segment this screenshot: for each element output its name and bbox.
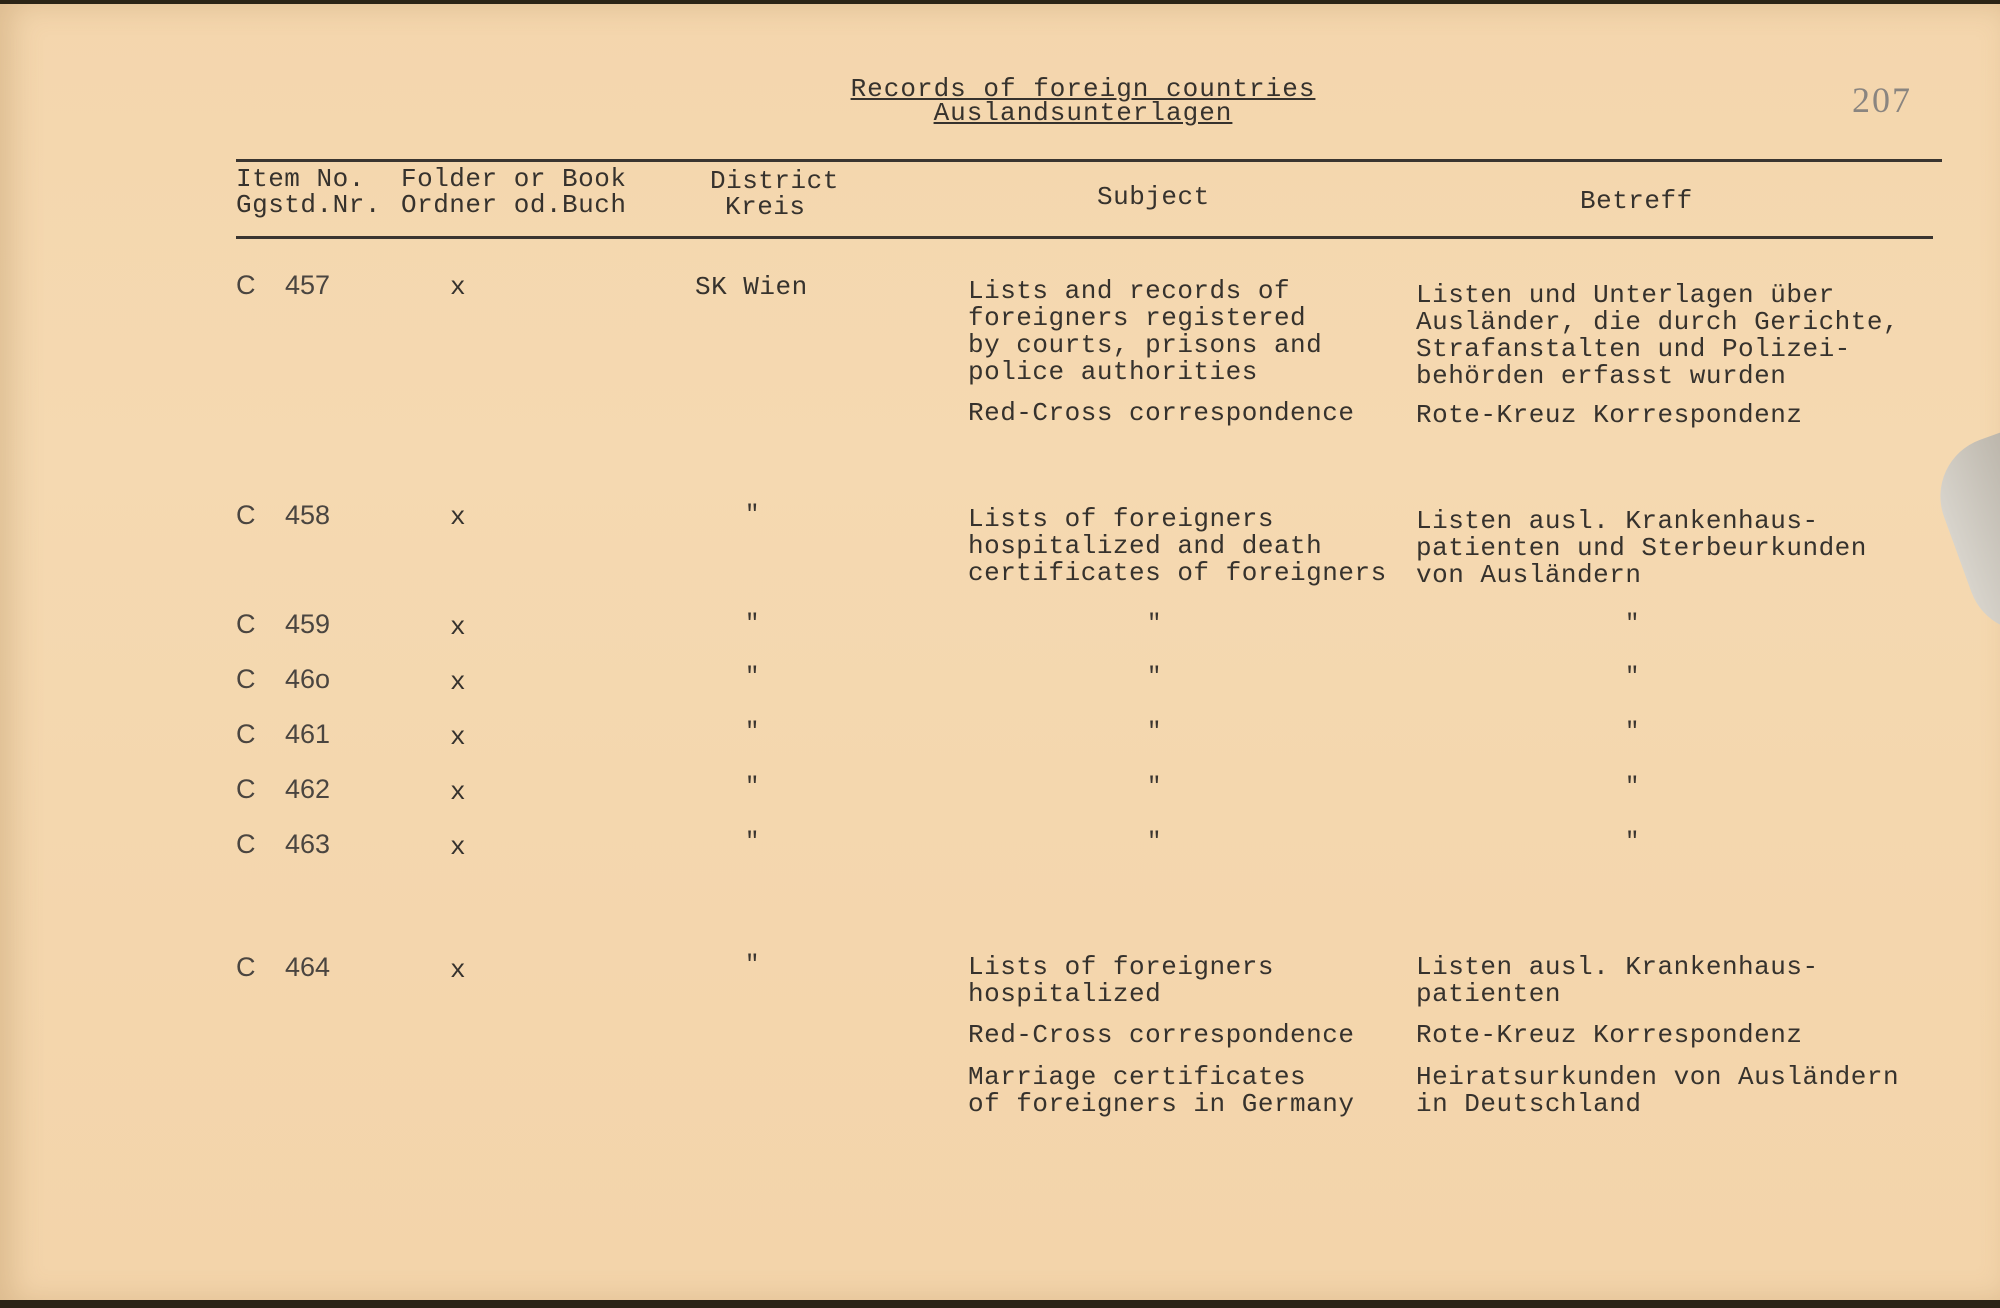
subject-ditto: " (1147, 664, 1162, 691)
title-english: Records of foreign countries (850, 74, 1316, 104)
page-number: 207 (1852, 80, 1912, 120)
item-prefix: C (236, 829, 256, 859)
subject-ditto: " (1147, 719, 1162, 746)
betreff-ditto: " (1625, 611, 1640, 638)
subject-text: Red-Cross correspondence (968, 398, 1355, 428)
subject-text: Lists of foreigners hospitalized and death certificates of foreigners (968, 504, 1387, 588)
column-header-item: Item No. (236, 164, 365, 194)
item-number: 461 (285, 719, 331, 749)
scan-border (0, 1300, 2000, 1308)
folder-mark: x (450, 667, 467, 697)
folder-mark: x (450, 722, 467, 752)
column-header-district: District (710, 166, 839, 196)
district-ditto: " (745, 774, 760, 801)
title-german: Auslandsunterlagen (933, 98, 1233, 128)
betreff-ditto: " (1625, 774, 1640, 801)
column-header-item-de: Ggstd.Nr. (236, 190, 381, 220)
betreff-text: Heiratsurkunden von Ausländern in Deutschland (1416, 1062, 1900, 1119)
column-header-subject: Subject (1097, 182, 1210, 212)
item-prefix: C (236, 609, 256, 639)
folder-mark: x (450, 832, 467, 862)
district-ditto: " (745, 502, 760, 529)
item-prefix: C (236, 500, 256, 530)
betreff-text: Rote-Kreuz Korrespondenz (1416, 1020, 1803, 1050)
column-header-betreff: Betreff (1580, 186, 1693, 216)
header-top-rule (236, 159, 1942, 162)
item-prefix: C (236, 664, 256, 694)
betreff-text: Listen ausl. Krankenhaus- patienten (1416, 952, 1819, 1009)
district-ditto: " (745, 952, 760, 979)
column-header-folder-de: Ordner od.Buch (401, 190, 627, 220)
betreff-text: Rote-Kreuz Korrespondenz (1416, 400, 1803, 430)
item-number: 463 (285, 829, 331, 859)
district-ditto: " (745, 664, 760, 691)
betreff-ditto: " (1625, 719, 1640, 746)
betreff-ditto: " (1625, 829, 1640, 856)
item-number: 458 (285, 500, 331, 530)
column-header-folder: Folder or Book (401, 164, 627, 194)
folder-mark: x (450, 955, 467, 985)
item-number: 457 (285, 270, 331, 300)
district-ditto: " (745, 611, 760, 638)
item-prefix: C (236, 774, 256, 804)
subject-text: Red-Cross correspondence (968, 1020, 1355, 1050)
folder-mark: x (450, 272, 467, 302)
header-bottom-rule (236, 236, 1933, 239)
page-tab-marker (1924, 430, 2000, 649)
item-number: 459 (285, 609, 331, 639)
district-ditto: " (745, 719, 760, 746)
district-ditto: " (745, 829, 760, 856)
subject-text: Marriage certificates of foreigners in Germany (968, 1062, 1355, 1119)
subject-ditto: " (1147, 829, 1162, 856)
betreff-text: Listen ausl. Krankenhaus- patienten und Sterbeurkunden von Ausländern (1416, 506, 1867, 590)
betreff-text: Listen und Unterlagen über Ausländer, die durch Gerichte, Strafanstalten und Polizei- behörden erfasst wurden (1416, 280, 1900, 391)
subject-text: Lists of foreigners hospitalized (968, 952, 1274, 1009)
column-header-district-de: Kreis (725, 192, 806, 222)
item-prefix: C (236, 952, 256, 982)
item-prefix: C (236, 719, 256, 749)
item-number: 464 (285, 952, 331, 982)
district: SK Wien (695, 272, 808, 302)
subject-ditto: " (1147, 774, 1162, 801)
betreff-ditto: " (1625, 664, 1640, 691)
subject-ditto: " (1147, 611, 1162, 638)
item-prefix: C (236, 270, 256, 300)
item-number: 46o (285, 664, 331, 694)
folder-mark: x (450, 502, 467, 532)
item-number: 462 (285, 774, 331, 804)
subject-text: Lists and records of foreigners registered by courts, prisons and police authorities (968, 276, 1323, 387)
folder-mark: x (450, 612, 467, 642)
document-page (0, 4, 2000, 1302)
folder-mark: x (450, 777, 467, 807)
